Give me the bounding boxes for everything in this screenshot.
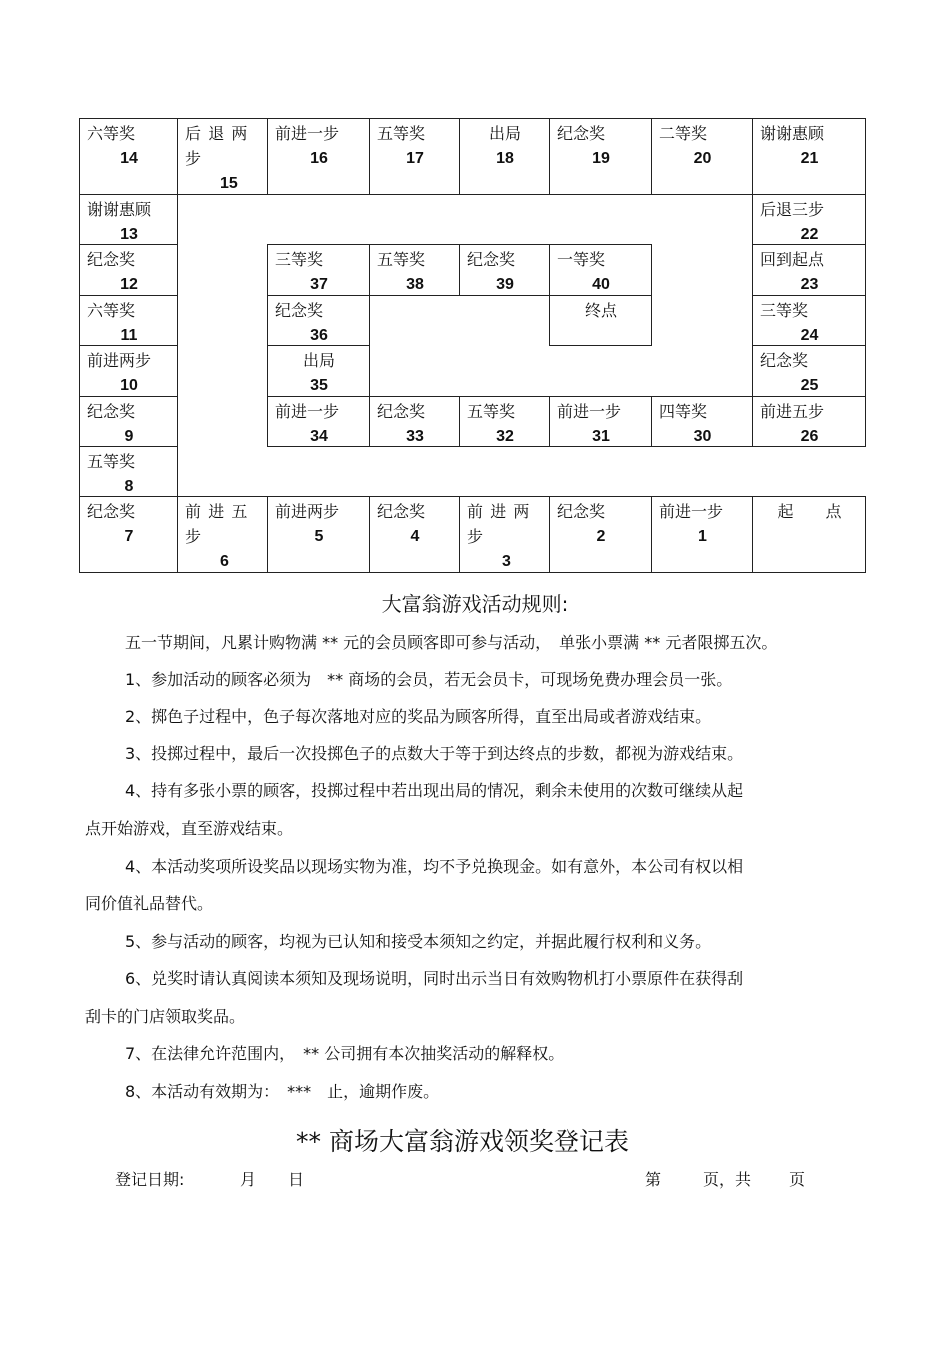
board-cell [79, 396, 178, 447]
cell-label: 纪念奖 [557, 502, 606, 521]
cell-number: 16 [310, 150, 328, 167]
board-cell-finish [549, 295, 652, 346]
cell-label: 纪念奖 [87, 502, 136, 521]
rule-item: 4、本活动奖项所设奖品以现场实物为准，均不予兑换现金。如有意外，本公司有权以相 [125, 857, 744, 876]
cell-label: 前进两步 [275, 502, 340, 521]
board-cell [549, 496, 652, 573]
rule-item-continued: 同价值礼品替代。 [85, 894, 214, 913]
board-cell [651, 496, 753, 573]
rule-item: 3、投掷过程中，最后一次投掷色子的点数大于等于到达终点的步数，都视为游戏结束。 [125, 744, 744, 763]
cell-label: 纪念奖 [377, 402, 426, 421]
cell-label: 五等奖 [467, 402, 516, 421]
date-label: 登记日期: [115, 1170, 185, 1189]
cell-number: 18 [496, 150, 514, 167]
board-cell [549, 244, 652, 296]
cell-number: 1 [698, 528, 707, 545]
board-cell [369, 496, 460, 573]
cell-number: 40 [592, 276, 610, 293]
cell-number: 25 [800, 377, 819, 394]
board-cell [752, 396, 866, 447]
rules-intro: 五一节期间，凡累计购物满 ** 元的会员顾客即可参与活动， 单张小票满 ** 元者限掷五次。 [125, 633, 778, 652]
cell-number: 23 [800, 276, 819, 293]
cell-label: 前进一步 [557, 402, 622, 421]
cell-number: 24 [800, 327, 819, 344]
cell-number: 13 [120, 226, 138, 243]
cell-label: 谢谢惠顾 [760, 124, 825, 143]
board-cell [549, 396, 652, 447]
page-total-label: 页，共 [703, 1170, 752, 1189]
cell-number: 33 [406, 428, 424, 445]
registration-title: ** 商场大富翁游戏领奖登记表 [296, 1127, 629, 1156]
cell-number: 15 [220, 175, 238, 192]
board-cell [752, 295, 866, 346]
board-cell [651, 396, 753, 447]
monopoly-game-board [0, 0, 950, 580]
cell-label: 起 点 [777, 502, 842, 521]
cell-number: 17 [406, 150, 424, 167]
rule-item-continued: 刮卡的门店领取奖品。 [85, 1007, 246, 1026]
cell-label: 五等奖 [377, 250, 426, 269]
cell-number: 10 [120, 377, 138, 394]
board-cell [79, 345, 178, 397]
board-cell [459, 244, 550, 296]
cell-number: 26 [800, 428, 819, 445]
cell-number: 4 [410, 528, 420, 545]
cell-label: 前进一步 [275, 402, 340, 421]
board-cell [267, 295, 370, 346]
cell-number: 35 [310, 377, 328, 394]
cell-number: 7 [124, 528, 134, 545]
board-cell [752, 244, 866, 296]
board-cell [267, 396, 370, 447]
page-prefix: 第 [645, 1170, 662, 1189]
cell-label: 前进两步 [87, 351, 152, 370]
board-cell [752, 345, 866, 397]
cell-number: 36 [310, 327, 328, 344]
cell-label: 六等奖 [87, 124, 136, 143]
cell-number: 22 [800, 226, 819, 243]
cell-number: 6 [220, 553, 229, 570]
board-cell [267, 118, 370, 195]
cell-label: 纪念奖 [275, 301, 324, 320]
rule-item: 5、参与活动的顾客，均视为已认知和接受本须知之约定，并据此履行权利和义务。 [125, 932, 712, 951]
cell-label: 一等奖 [557, 250, 606, 269]
cell-number: 30 [693, 428, 712, 445]
cell-label: 前进五步 [760, 402, 825, 421]
cell-label: 后退三步 [760, 200, 825, 219]
cell-number: 34 [310, 428, 328, 445]
cell-label: 前进五步 [185, 502, 255, 546]
cell-label: 二等奖 [659, 124, 708, 143]
cell-label: 四等奖 [659, 402, 708, 421]
cell-number: 38 [406, 276, 424, 293]
cell-number: 2 [596, 528, 606, 545]
cell-number: 12 [120, 276, 138, 293]
board-cell [79, 244, 178, 296]
rule-item: 6、兑奖时请认真阅读本须知及现场说明，同时出示当日有效购物机打小票原件在获得刮 [125, 969, 744, 988]
cell-number: 39 [496, 276, 514, 293]
cell-label: 前进两步 [467, 502, 537, 546]
cell-number: 9 [124, 428, 134, 445]
cell-label: 纪念奖 [760, 351, 809, 370]
rule-item-continued: 点开始游戏，直至游戏结束。 [85, 819, 294, 838]
rule-item: 7、在法律允许范围内， ** 公司拥有本次抽奖活动的解释权。 [125, 1044, 565, 1063]
cell-label: 六等奖 [87, 301, 136, 320]
board-cell [752, 118, 866, 195]
cell-label: 谢谢惠顾 [87, 200, 152, 219]
cell-number: 5 [314, 528, 324, 545]
board-cell [177, 496, 268, 573]
day-label: 日 [288, 1170, 305, 1189]
cell-label: 五等奖 [377, 124, 426, 143]
cell-label: 纪念奖 [377, 502, 426, 521]
cell-label: 回到起点 [760, 250, 825, 269]
cell-number: 21 [800, 150, 819, 167]
cell-number: 11 [120, 327, 138, 344]
board-cell [459, 118, 550, 195]
cell-number: 20 [693, 150, 712, 167]
cell-label: 出局 [302, 351, 335, 370]
cell-label: 前进一步 [659, 502, 724, 521]
board-cell [459, 496, 550, 573]
cell-label: 纪念奖 [557, 124, 606, 143]
board-cell [79, 496, 178, 573]
rule-item: 1、参加活动的顾客必须为 ** 商场的会员，若无会员卡，可现场免费办理会员一张。 [125, 670, 733, 689]
board-cell [79, 194, 178, 245]
cell-number: 19 [592, 150, 610, 167]
rule-item: 2、掷色子过程中，色子每次落地对应的奖品为顾客所得，直至出局或者游戏结束。 [125, 707, 712, 726]
cell-number: 37 [310, 276, 328, 293]
cell-label: 纪念奖 [87, 402, 136, 421]
rule-item: 8、本活动有效期为： *** 止，逾期作废。 [125, 1082, 440, 1101]
board-cell [651, 118, 753, 195]
cell-label: 三等奖 [760, 301, 809, 320]
board-cell [752, 194, 866, 245]
board-cell [369, 244, 460, 296]
month-label: 月 [240, 1170, 257, 1189]
cell-label: 三等奖 [275, 250, 324, 269]
page-suffix: 页 [789, 1170, 806, 1189]
cell-label: 前进一步 [275, 124, 340, 143]
board-cell [267, 345, 370, 397]
cell-number: 32 [496, 428, 514, 445]
rule-item: 4、持有多张小票的顾客，投掷过程中若出现出局的情况，剩余未使用的次数可继续从起 [125, 781, 744, 800]
cell-label: 终点 [584, 301, 617, 320]
board-cell [79, 118, 178, 195]
cell-label: 出局 [488, 124, 521, 143]
cell-label: 纪念奖 [467, 250, 516, 269]
cell-number: 3 [502, 553, 511, 570]
board-cell [369, 396, 460, 447]
board-cell-start [752, 496, 866, 573]
board-cell [549, 118, 652, 195]
board-cell [459, 396, 550, 447]
cell-number: 14 [120, 150, 138, 167]
rules-title: 大富翁游戏活动规则: [381, 592, 569, 616]
cell-label: 纪念奖 [87, 250, 136, 269]
cell-number: 31 [592, 428, 610, 445]
board-cell [267, 496, 370, 573]
board-cell [79, 446, 178, 497]
board-cell [267, 244, 370, 296]
board-cell [79, 295, 178, 346]
board-cell [177, 118, 268, 195]
cell-label: 后退两步 [185, 124, 255, 168]
cell-label: 五等奖 [87, 452, 136, 471]
board-cell [369, 118, 460, 195]
cell-number: 8 [124, 478, 134, 495]
